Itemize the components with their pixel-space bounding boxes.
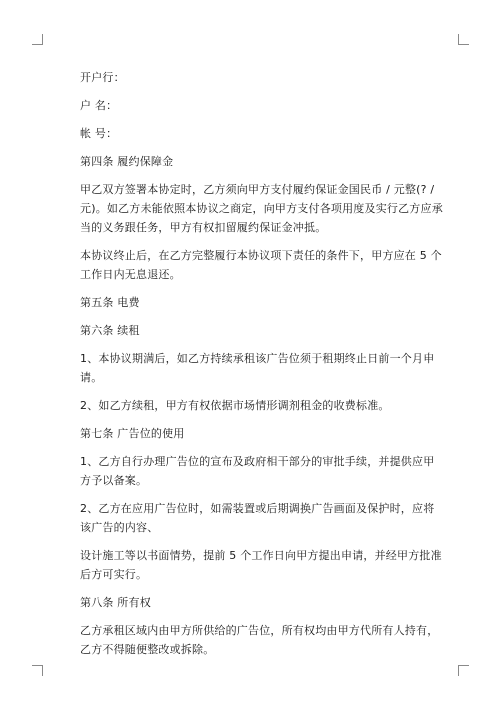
article-7-paragraph-3: 设计施工等以书面情势，提前 5 个工作日向甲方提出申请，并经甲方批准后方可实行。 — [80, 549, 442, 581]
account-name-line: 户 名： — [80, 99, 118, 112]
crop-mark-bottom-left — [32, 665, 43, 676]
article-6-paragraph-1: 1、本协议期满后，如乙方持续承租该广告位须于租期终止日前一个月申请。 — [80, 352, 435, 384]
article-8-title: 第八条 所有权 — [80, 596, 151, 609]
article-7-paragraph-1: 1、乙方自行办理广告位的宣布及政府相干部分的审批手续，并提供应甲方予以备案。 — [80, 455, 435, 487]
article-6-title: 第六条 续租 — [80, 324, 140, 337]
article-7-paragraph-2: 2、乙方在应用广告位时，如需装置或后期调换广告画面及保护时，应将该广告的内容、 — [80, 502, 435, 534]
crop-mark-top-right — [458, 34, 469, 45]
article-6-paragraph-2: 2、如乙方续租，甲方有权依据市场情形调剂租金的收费标准。 — [80, 399, 390, 412]
article-4-paragraph-1: 甲乙双方签署本协定时，乙方须向甲方支付履约保证金国民币 / 元整(? / 元)。如乙方未能依照本协议之商定，向甲方支付各项用度及实行乙方应承当的义务跟任务，甲方有权扣留履约保证金冲抵。 — [80, 183, 443, 234]
crop-mark-bottom-right — [458, 665, 469, 676]
article-4-title: 第四条 履约保障金 — [80, 155, 174, 168]
article-7-title: 第七条 广告位的使用 — [80, 427, 185, 440]
bank-line: 开户行： — [80, 71, 125, 84]
crop-mark-top-left — [32, 34, 43, 45]
document-page — [80, 68, 444, 668]
account-number-line: 帐 号： — [80, 127, 118, 140]
article-5-title: 第五条 电费 — [80, 296, 140, 309]
article-8-paragraph-1: 乙方承租区域内由甲方所供给的广告位，所有权均由甲方代所有人持有，乙方不得随便整改或拆除。 — [80, 624, 439, 656]
article-4-paragraph-2: 本协议终止后，在乙方完整履行本协议项下责任的条件下，甲方应在 5 个工作日内无息退还。 — [80, 249, 442, 281]
